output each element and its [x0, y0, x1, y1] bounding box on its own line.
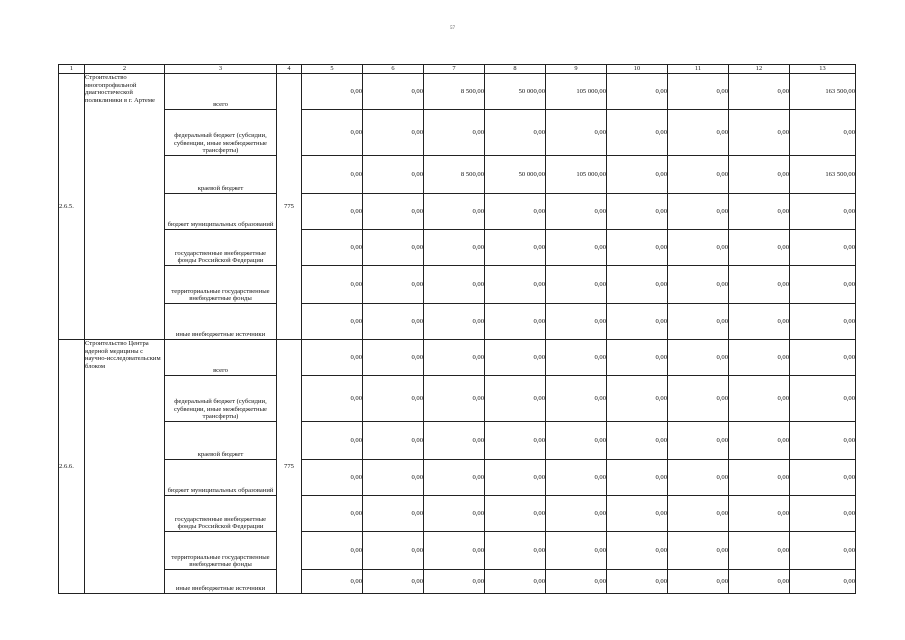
amount-cell: 0,00: [363, 460, 424, 496]
amount-cell: 0,00: [546, 194, 607, 230]
amount-cell: 0,00: [485, 230, 546, 266]
amount-cell: 0,00: [668, 194, 729, 230]
item-code: 2.6.6.: [59, 340, 85, 594]
table-row: [59, 266, 856, 304]
amount-cell: 0,00: [790, 460, 856, 496]
funding-source: всего: [165, 340, 277, 376]
column-number: 4: [277, 65, 302, 74]
amount-cell: 0,00: [363, 304, 424, 340]
amount-cell: 0,00: [546, 496, 607, 532]
table-row: [59, 496, 856, 532]
amount-cell: 0,00: [729, 194, 790, 230]
amount-cell: 0,00: [546, 422, 607, 460]
amount-cell: 0,00: [302, 110, 363, 156]
funding-source: бюджет муниципальных образований: [165, 194, 277, 230]
table-body: [59, 65, 856, 594]
amount-cell: 163 500,00: [790, 74, 856, 110]
amount-cell: 0,00: [424, 110, 485, 156]
funding-source: иные внебюджетные источники: [165, 570, 277, 594]
amount-cell: 0,00: [302, 496, 363, 532]
column-number: 9: [546, 65, 607, 74]
table-row: [59, 376, 856, 422]
column-number: 6: [363, 65, 424, 74]
amount-cell: 0,00: [790, 340, 856, 376]
amount-cell: 0,00: [485, 110, 546, 156]
page-number: 57: [450, 26, 455, 31]
amount-cell: 0,00: [424, 532, 485, 570]
item-description: Строительство многопрофильной диагностической поликлиники в г. Артеме: [85, 74, 165, 340]
amount-cell: 0,00: [729, 422, 790, 460]
amount-cell: 0,00: [485, 422, 546, 460]
item-description: Строительство Центра ядерной медицины с научно-исследовательским блоком: [85, 340, 165, 594]
column-number: 13: [790, 65, 856, 74]
funding-source: краевой бюджет: [165, 156, 277, 194]
amount-cell: 0,00: [790, 570, 856, 594]
amount-cell: 0,00: [363, 156, 424, 194]
column-number: 11: [668, 65, 729, 74]
amount-cell: 0,00: [668, 376, 729, 422]
amount-cell: 0,00: [607, 496, 668, 532]
amount-cell: 163 500,00: [790, 156, 856, 194]
table-row: [59, 110, 856, 156]
amount-cell: 0,00: [668, 460, 729, 496]
funding-source: государственные внебюджетные фонды Российской Федерации: [165, 496, 277, 532]
amount-cell: 0,00: [424, 460, 485, 496]
column-number: 5: [302, 65, 363, 74]
column-number: 3: [165, 65, 277, 74]
amount-cell: 0,00: [363, 532, 424, 570]
funding-source: всего: [165, 74, 277, 110]
amount-cell: 0,00: [607, 110, 668, 156]
amount-cell: 0,00: [729, 496, 790, 532]
amount-cell: 0,00: [485, 460, 546, 496]
amount-cell: 0,00: [607, 340, 668, 376]
table-row: [59, 532, 856, 570]
amount-cell: 0,00: [302, 422, 363, 460]
amount-cell: 0,00: [363, 194, 424, 230]
table-row: [59, 460, 856, 496]
amount-cell: 0,00: [302, 74, 363, 110]
amount-cell: 0,00: [546, 340, 607, 376]
amount-cell: 0,00: [607, 74, 668, 110]
table-row: [59, 230, 856, 266]
table-row: [59, 422, 856, 460]
amount-cell: 0,00: [668, 340, 729, 376]
amount-cell: 0,00: [729, 110, 790, 156]
amount-cell: 0,00: [607, 460, 668, 496]
amount-cell: 0,00: [790, 304, 856, 340]
amount-cell: 0,00: [790, 194, 856, 230]
amount-cell: 0,00: [668, 156, 729, 194]
amount-cell: 0,00: [668, 230, 729, 266]
amount-cell: 0,00: [302, 230, 363, 266]
amount-cell: 0,00: [424, 570, 485, 594]
amount-cell: 105 000,00: [546, 74, 607, 110]
amount-cell: 0,00: [363, 266, 424, 304]
amount-cell: 0,00: [790, 422, 856, 460]
amount-cell: 0,00: [302, 194, 363, 230]
amount-cell: 0,00: [485, 496, 546, 532]
amount-cell: 0,00: [607, 266, 668, 304]
amount-cell: 105 000,00: [546, 156, 607, 194]
budget-table: [58, 64, 856, 594]
amount-cell: 0,00: [729, 376, 790, 422]
amount-cell: 0,00: [790, 376, 856, 422]
amount-cell: 0,00: [363, 230, 424, 266]
amount-cell: 0,00: [424, 422, 485, 460]
amount-cell: 8 500,00: [424, 156, 485, 194]
amount-cell: 0,00: [790, 230, 856, 266]
amount-cell: 0,00: [729, 460, 790, 496]
amount-cell: 0,00: [546, 460, 607, 496]
amount-cell: 0,00: [424, 194, 485, 230]
amount-cell: 0,00: [546, 110, 607, 156]
amount-cell: 0,00: [668, 74, 729, 110]
amount-cell: 0,00: [546, 304, 607, 340]
column-number: 12: [729, 65, 790, 74]
budget-code: 775: [277, 340, 302, 594]
amount-cell: 0,00: [302, 304, 363, 340]
column-number: 2: [85, 65, 165, 74]
amount-cell: 0,00: [363, 422, 424, 460]
amount-cell: 0,00: [363, 376, 424, 422]
amount-cell: 0,00: [302, 340, 363, 376]
amount-cell: 0,00: [607, 230, 668, 266]
amount-cell: 0,00: [302, 376, 363, 422]
funding-source: территориальные государственные внебюджетные фонды: [165, 532, 277, 570]
amount-cell: 0,00: [363, 496, 424, 532]
amount-cell: 0,00: [790, 496, 856, 532]
amount-cell: 50 000,00: [485, 74, 546, 110]
amount-cell: 0,00: [363, 74, 424, 110]
amount-cell: 0,00: [546, 532, 607, 570]
amount-cell: 0,00: [607, 570, 668, 594]
funding-source: федеральный бюджет (субсидии, субвенции, иные межбюджетные трансферты): [165, 110, 277, 156]
amount-cell: 0,00: [607, 376, 668, 422]
amount-cell: 0,00: [668, 304, 729, 340]
amount-cell: 0,00: [729, 74, 790, 110]
column-number: 8: [485, 65, 546, 74]
column-number: 10: [607, 65, 668, 74]
amount-cell: 0,00: [668, 532, 729, 570]
amount-cell: 0,00: [424, 340, 485, 376]
amount-cell: 0,00: [729, 304, 790, 340]
amount-cell: 0,00: [668, 422, 729, 460]
column-number: 1: [59, 65, 85, 74]
amount-cell: 0,00: [607, 194, 668, 230]
amount-cell: 0,00: [546, 266, 607, 304]
amount-cell: 0,00: [424, 230, 485, 266]
funding-source: иные внебюджетные источники: [165, 304, 277, 340]
table-row: [59, 340, 856, 376]
funding-source: бюджет муниципальных образований: [165, 460, 277, 496]
funding-source: краевой бюджет: [165, 422, 277, 460]
amount-cell: 0,00: [790, 532, 856, 570]
amount-cell: 0,00: [668, 110, 729, 156]
amount-cell: 0,00: [302, 156, 363, 194]
amount-cell: 0,00: [607, 304, 668, 340]
amount-cell: 0,00: [302, 570, 363, 594]
amount-cell: 0,00: [729, 230, 790, 266]
amount-cell: 0,00: [485, 570, 546, 594]
amount-cell: 0,00: [729, 570, 790, 594]
amount-cell: 0,00: [729, 532, 790, 570]
amount-cell: 0,00: [729, 156, 790, 194]
amount-cell: 0,00: [668, 266, 729, 304]
amount-cell: 0,00: [424, 496, 485, 532]
column-number-row: [59, 65, 856, 74]
amount-cell: 0,00: [546, 570, 607, 594]
amount-cell: 0,00: [546, 376, 607, 422]
amount-cell: 0,00: [607, 156, 668, 194]
amount-cell: 0,00: [302, 266, 363, 304]
amount-cell: 0,00: [729, 340, 790, 376]
table-row: [59, 304, 856, 340]
budget-code: 775: [277, 74, 302, 340]
amount-cell: 0,00: [790, 110, 856, 156]
column-number: 7: [424, 65, 485, 74]
amount-cell: 0,00: [790, 266, 856, 304]
amount-cell: 0,00: [485, 266, 546, 304]
amount-cell: 0,00: [668, 570, 729, 594]
amount-cell: 0,00: [485, 532, 546, 570]
table-row: [59, 194, 856, 230]
amount-cell: 0,00: [363, 110, 424, 156]
amount-cell: 0,00: [424, 376, 485, 422]
amount-cell: 0,00: [363, 340, 424, 376]
amount-cell: 0,00: [729, 266, 790, 304]
table-row: [59, 570, 856, 594]
table-row: [59, 156, 856, 194]
amount-cell: 0,00: [485, 194, 546, 230]
amount-cell: 0,00: [424, 266, 485, 304]
amount-cell: 0,00: [607, 422, 668, 460]
amount-cell: 0,00: [302, 460, 363, 496]
funding-source: государственные внебюджетные фонды Российской Федерации: [165, 230, 277, 266]
amount-cell: 0,00: [302, 532, 363, 570]
amount-cell: 0,00: [363, 570, 424, 594]
amount-cell: 0,00: [485, 340, 546, 376]
amount-cell: 50 000,00: [485, 156, 546, 194]
amount-cell: 0,00: [668, 496, 729, 532]
funding-source: территориальные государственные внебюджетные фонды: [165, 266, 277, 304]
table-row: [59, 74, 856, 110]
amount-cell: 0,00: [485, 376, 546, 422]
amount-cell: 8 500,00: [424, 74, 485, 110]
funding-source: федеральный бюджет (субсидии, субвенции, иные межбюджетные трансферты): [165, 376, 277, 422]
amount-cell: 0,00: [607, 532, 668, 570]
amount-cell: 0,00: [546, 230, 607, 266]
amount-cell: 0,00: [424, 304, 485, 340]
item-code: 2.6.5.: [59, 74, 85, 340]
amount-cell: 0,00: [485, 304, 546, 340]
